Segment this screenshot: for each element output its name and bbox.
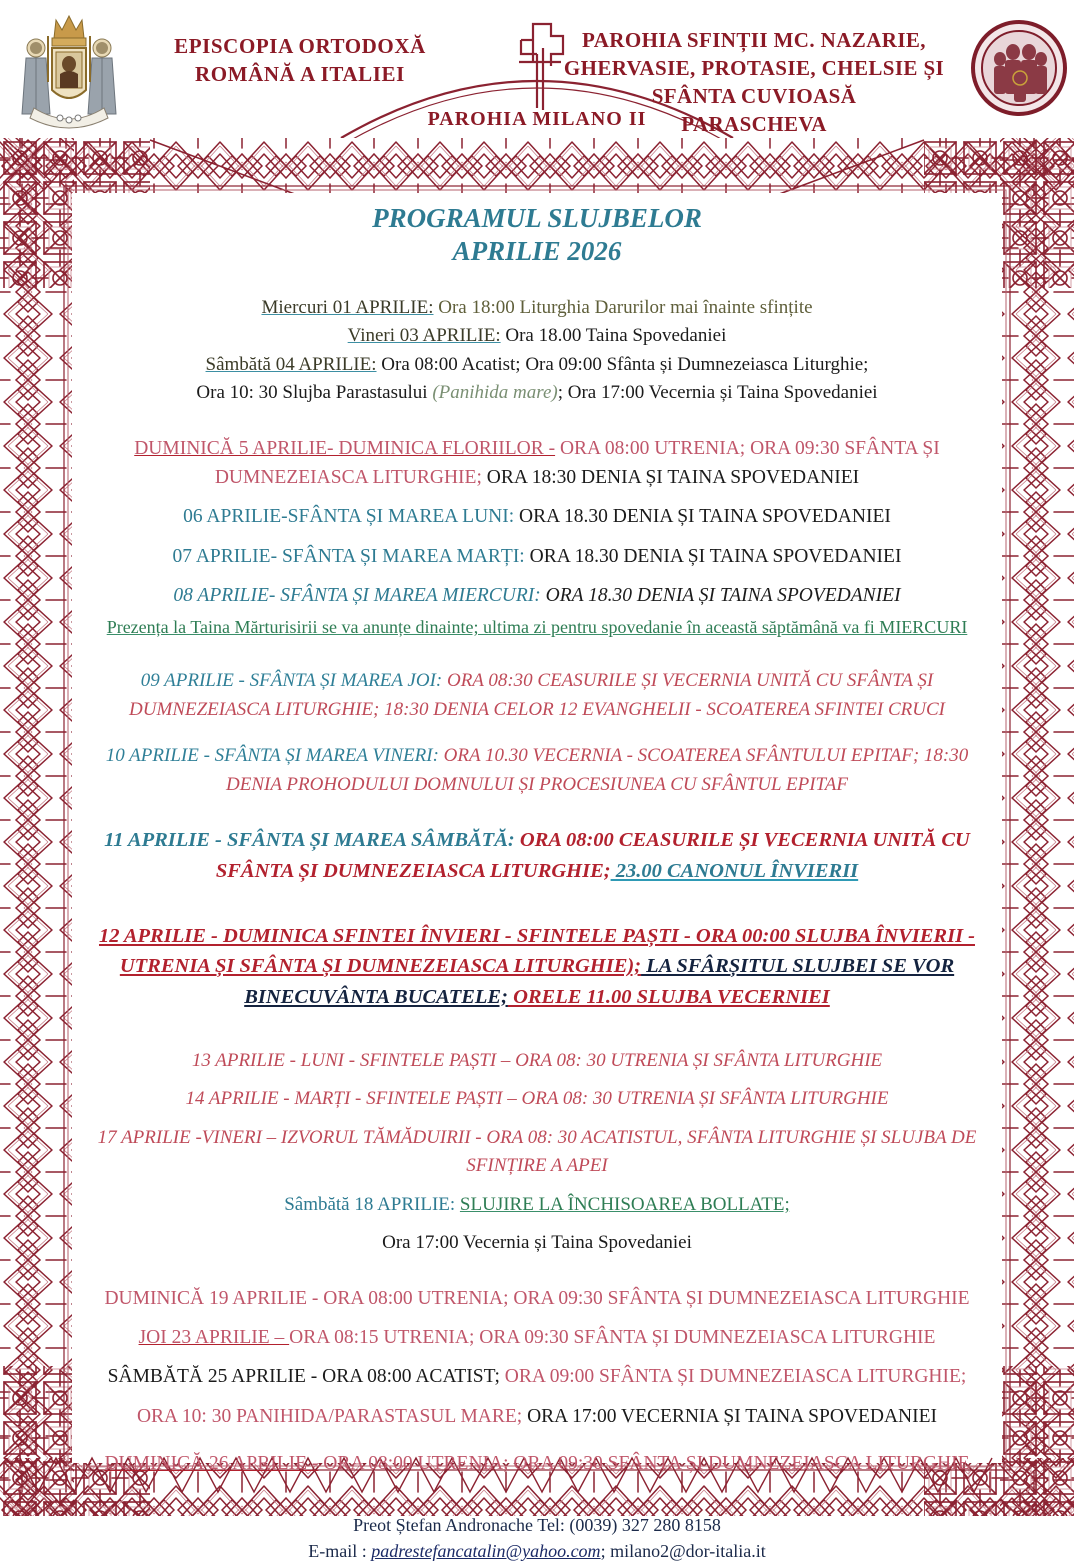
schedule-line bbox=[78, 463, 996, 492]
service-text: Ora 10: 30 Slujba Parastasului bbox=[196, 382, 433, 404]
schedule-line: 13 APRILIE - LUNI - SFINTELE PAȘTI – ORA 08: 30 UTRENIA ȘI SFÂNTA LITURGHIE bbox=[191, 1049, 883, 1071]
page-title-line2: APRILIE 2026 bbox=[452, 235, 622, 266]
date-label: Sâmbătă 18 APRILIE: bbox=[284, 1193, 460, 1215]
date-label: DUMNEZEIASCA LITURGHIE; bbox=[214, 467, 482, 489]
email-address-parish: milano2@dor-italia.it bbox=[610, 1541, 766, 1562]
schedule-line bbox=[78, 667, 996, 696]
date-label: Vineri 03 APRILIE: bbox=[347, 325, 501, 347]
date-label: DUMINICĂ 5 APRILIE- DUMINICA FLORIILOR - bbox=[134, 437, 556, 459]
schedule-block-1 bbox=[78, 294, 996, 408]
service-text: ORA 18:30 DENIA ȘI TAINA SPOVEDANIEI bbox=[481, 467, 860, 489]
document-header bbox=[0, 0, 1074, 142]
service-text: ORA 18.30 DENIA ȘI TAINA SPOVEDANIEI bbox=[524, 545, 902, 567]
parish-title-line2: GHERVASIE, PROTASIE, CHELSIE ȘI bbox=[563, 56, 945, 81]
schedule-body bbox=[78, 196, 996, 1562]
service-text: ORA 08:30 CEASURILE ȘI VECERNIA UNITĂ CU SFÂNTA ȘI bbox=[442, 670, 934, 692]
schedule-line bbox=[78, 982, 996, 1013]
schedule-line bbox=[78, 825, 996, 856]
eparchy-title-line1: EPISCOPIA ORTODOXĂ bbox=[174, 34, 426, 58]
schedule-line bbox=[78, 294, 996, 323]
service-text: Ora 18.00 Taina Spovedaniei bbox=[500, 325, 727, 347]
service-text: ORA 17:00 VECERNIA ȘI TAINA SPOVEDANIEI bbox=[522, 1405, 938, 1427]
schedule-block-7 bbox=[78, 1284, 996, 1478]
schedule-line bbox=[78, 856, 996, 887]
service-text: Ora 18:00 Liturghia Darurilor mai înainte sfințite bbox=[433, 296, 813, 318]
schedule-line: 17 APRILIE -VINERI – IZVORUL TĂMĂDUIRII - ORA 08: 30 ACATISTUL, SFÂNTA LITURGHIE ȘI SLUJBA DE bbox=[97, 1126, 977, 1148]
service-text: ORA 18.30 DENIA ȘI TAINA SPOVEDANIEI bbox=[514, 506, 891, 528]
date-label: SÂMBĂTĂ 25 APRILIE - ORA 08:00 ACATIST; bbox=[107, 1366, 500, 1388]
schedule-line bbox=[78, 1449, 996, 1478]
service-text: ORA 10.30 VECERNIA - SCOATEREA SFÂNTULUI EPITAF; 18:30 bbox=[438, 745, 969, 767]
service-text: ORA 08:00 UTRENIA; ORA 09:30 SFÂNTA ȘI DUMNEZEIASCA LITURGHIE bbox=[318, 1452, 970, 1474]
date-label: Sâmbătă 04 APRILIE: bbox=[205, 353, 377, 375]
email-contact bbox=[78, 1538, 996, 1564]
eparchy-title-line2: ROMÂNĂ A ITALIEI bbox=[195, 62, 405, 87]
schedule-line bbox=[78, 1402, 996, 1431]
schedule-line bbox=[78, 434, 996, 463]
schedule-line bbox=[78, 502, 996, 531]
schedule-line bbox=[78, 742, 996, 771]
schedule-block-6 bbox=[78, 1047, 996, 1258]
schedule-line bbox=[78, 581, 996, 610]
page-title-line1: PROGRAMUL SLUJBELOR bbox=[372, 203, 702, 233]
date-label: DUMINICĂ 26 APRILIE - bbox=[104, 1452, 319, 1474]
confession-note: Prezența la Taina Mărturisirii se va anunțe dinainte; ultima zi pentru spovedanie în această săptămână va fi MIERCURI bbox=[106, 617, 968, 638]
easter-line-2b: LA SFÂRȘITUL SLUJBEI SE VOR bbox=[641, 955, 955, 978]
service-text: ORA 08:00 CEASURILE ȘI VECERNIA UNITĂ CU bbox=[514, 829, 970, 852]
parish-branch-name: PAROHIA MILANO II bbox=[427, 108, 647, 130]
easter-line-1: 12 APRILIE - DUMINICA SFINTEI ÎNVIERI - SFINTELE PAȘTI - ORA 00:00 SLUJBA ÎNVIERII - bbox=[98, 924, 975, 947]
schedule-block-5-easter bbox=[78, 921, 996, 1013]
schedule-line bbox=[78, 322, 996, 351]
schedule-line: DUMINICĂ 19 APRILIE - ORA 08:00 UTRENIA; ORA 09:30 SFÂNTA ȘI DUMNEZEIASCA LITURGHIE bbox=[104, 1287, 970, 1309]
service-text: Ora 08:00 Acatist; Ora 09:00 Sfânta și Dumnezeiasca Liturghie; bbox=[376, 353, 869, 375]
service-text: ORA 08:00 UTRENIA; ORA 09:30 SFÂNTA ȘI bbox=[555, 437, 940, 459]
contact-footer bbox=[78, 1512, 996, 1564]
date-label: 10 APRILIE - SFÂNTA ȘI MAREA VINERI: bbox=[105, 745, 439, 767]
date-label: ORA 10: 30 PANIHIDA/PARASTASUL MARE; bbox=[136, 1405, 523, 1427]
service-text: ORA 09:00 SFÂNTA ȘI DUMNEZEIASCA LITURGHIE; bbox=[499, 1366, 967, 1388]
schedule-line: DUMNEZEIASCA LITURGHIE; 18:30 DENIA CELOR 12 EVANGHELII - SCOATEREA SFINTEI CRUCI bbox=[129, 698, 945, 720]
schedule-line bbox=[78, 1362, 996, 1391]
schedule-block-4 bbox=[78, 825, 996, 887]
email-label: E-mail : bbox=[308, 1541, 372, 1562]
service-text: ORA 08:15 UTRENIA; ORA 09:30 SFÂNTA ȘI DUMNEZEIASCA LITURGHIE bbox=[289, 1327, 936, 1349]
schedule-line bbox=[78, 542, 996, 571]
parish-title-line1: PAROHIA SFINȚII MC. NAZARIE, bbox=[582, 28, 926, 52]
email-separator: ; bbox=[600, 1541, 611, 1562]
schedule-block-3 bbox=[78, 667, 996, 799]
easter-line-2a: UTRENIA ȘI SFÂNTA ȘI DUMNEZEIASCA LITURGHIE); bbox=[119, 955, 642, 978]
easter-line-3b: ORELE 11.00 SLUJBA VECERNIEI bbox=[507, 986, 830, 1009]
date-label: 08 APRILIE- SFÂNTA ȘI MAREA MIERCURI: bbox=[173, 584, 541, 606]
parish-seal-icon bbox=[970, 14, 1068, 126]
email-link-yahoo[interactable]: padrestefancatalin@yahoo.com bbox=[371, 1541, 601, 1562]
schedule-line: 14 APRILIE - MARȚI - SFINTELE PAȘTI – ORA 08: 30 UTRENIA ȘI SFÂNTA LITURGHIE bbox=[185, 1088, 889, 1110]
parish-title-line3: SFÂNTA CUVIOASĂ bbox=[651, 84, 857, 109]
schedule-block-2 bbox=[78, 434, 996, 641]
parish-title bbox=[544, 26, 964, 139]
page-title bbox=[78, 202, 996, 268]
parish-title-line4: PARASCHEVA bbox=[681, 112, 827, 137]
schedule-line bbox=[78, 1191, 996, 1220]
easter-line-3a: BINECUVÂNTA BUCATELE; bbox=[244, 986, 508, 1009]
date-label: 09 APRILIE - SFÂNTA ȘI MAREA JOI: bbox=[140, 670, 443, 692]
service-note: (Panihida mare) bbox=[432, 382, 558, 404]
service-highlight: 23.00 CANONUL ÎNVIERII bbox=[610, 859, 859, 882]
date-label: 07 APRILIE- SFÂNTA ȘI MAREA MARȚI: bbox=[172, 545, 525, 567]
schedule-line bbox=[78, 379, 996, 408]
eparchy-coat-of-arms-icon bbox=[14, 8, 124, 136]
date-label: 11 APRILIE - SFÂNTA ȘI MAREA SÂMBĂTĂ: bbox=[104, 829, 515, 852]
service-text: ORA 18.30 DENIA ȘI TAINA SPOVEDANIEI bbox=[540, 584, 901, 606]
schedule-line: SFINȚIRE A APEI bbox=[466, 1155, 608, 1177]
schedule-line bbox=[78, 921, 996, 952]
schedule-line bbox=[78, 351, 996, 380]
date-label: JOI 23 APRILIE – bbox=[138, 1327, 290, 1349]
service-text: SFÂNTA ȘI DUMNEZEIASCA LITURGHIE; bbox=[215, 859, 611, 882]
priest-contact: Preot Ștefan Andronache Tel: (0039) 327 280 8158 bbox=[353, 1515, 721, 1536]
date-label: 06 APRILIE-SFÂNTA ȘI MAREA LUNI: bbox=[183, 506, 515, 528]
schedule-line: DENIA PROHODULUI DOMNULUI ȘI PROCESIUNEA CU SFÂNTUL EPITAF bbox=[226, 773, 848, 795]
schedule-line bbox=[78, 1323, 996, 1352]
schedule-line bbox=[78, 951, 996, 982]
date-label: Miercuri 01 APRILIE: bbox=[261, 296, 434, 318]
service-text: SLUJIRE LA ÎNCHISOAREA BOLLATE; bbox=[459, 1193, 790, 1215]
schedule-line: Ora 17:00 Vecernia și Taina Spovedaniei bbox=[382, 1232, 692, 1254]
service-text: ; Ora 17:00 Vecernia și Taina Spovedaniei bbox=[557, 382, 878, 404]
